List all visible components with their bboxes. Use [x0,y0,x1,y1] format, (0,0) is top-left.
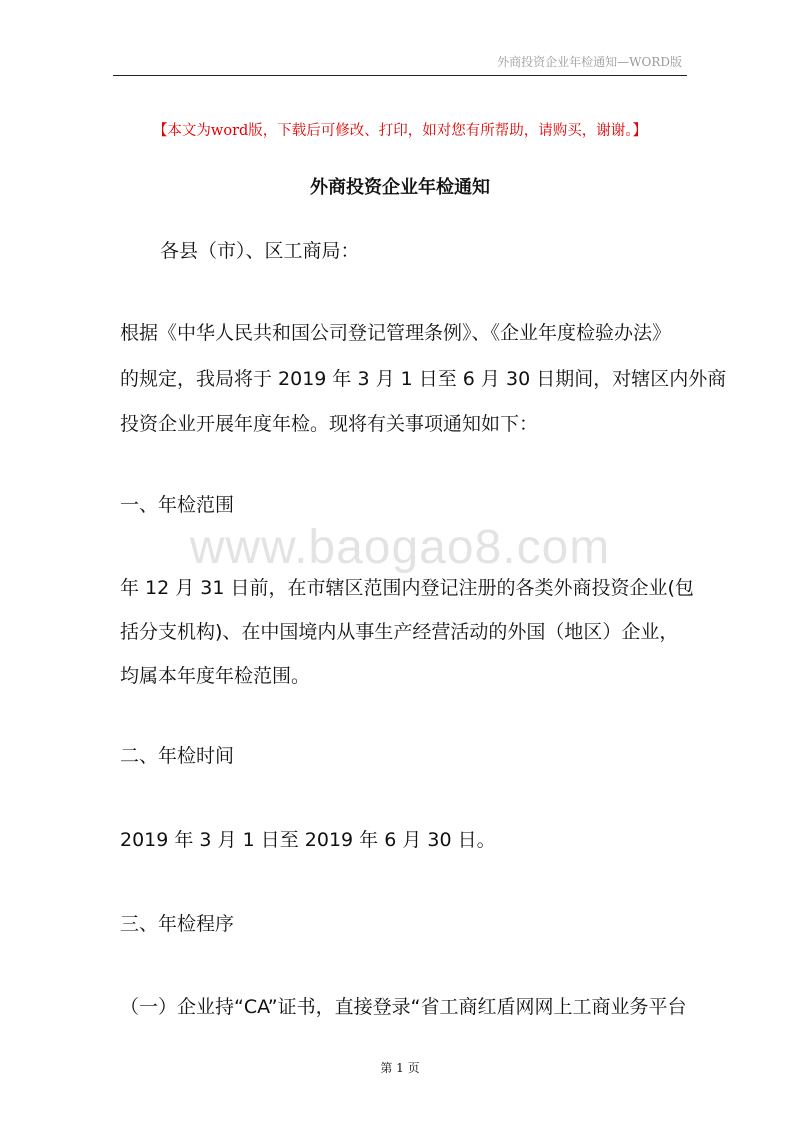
salutation: 各县（市）、区工商局： [160,240,360,262]
document-title: 外商投资企业年检通知 [310,177,490,198]
intro-line-3: 投资企业开展年度年检。现将有关事项通知如下： [120,413,539,435]
header-divider [113,75,687,76]
download-notice: 【本文为word版，下载后可修改、打印，如对您有所帮助，请购买，谢谢。】 [152,123,648,139]
intro-line-2: 的规定，我局将于 2019 年 3 月 1 日至 6 月 30 日期间，对辖区内外商 [120,368,727,390]
watermark: www.baogao8.com [189,521,611,574]
section-1-heading: 一、年检范围 [120,494,235,516]
section-3-heading: 三、年检程序 [120,913,235,935]
section-1-line-1: 年 12 月 31 日前，在市辖区范围内登记注册的各类外商投资企业(包 [120,577,694,599]
section-2-line: 2019 年 3 月 1 日至 2019 年 6 月 30 日。 [120,829,496,851]
intro-line-1: 根据《中华人民共和国公司登记管理条例》、《企业年度检验办法》 [120,322,672,344]
page-number: 第 1 页 [380,1061,420,1075]
section-1-line-2: 括分支机构)、在中国境内从事生产经营活动的外国（地区）企业， [120,621,679,643]
section-3-line: （一）企业持“CA”证书，直接登录“省工商红盾网网上工商业务平台 [120,996,687,1018]
section-1-line-3: 均属本年度年检范围。 [120,665,311,687]
running-header: 外商投资企业年检通知—WORD版 [497,55,682,69]
section-2-heading: 二、年检时间 [120,745,235,767]
